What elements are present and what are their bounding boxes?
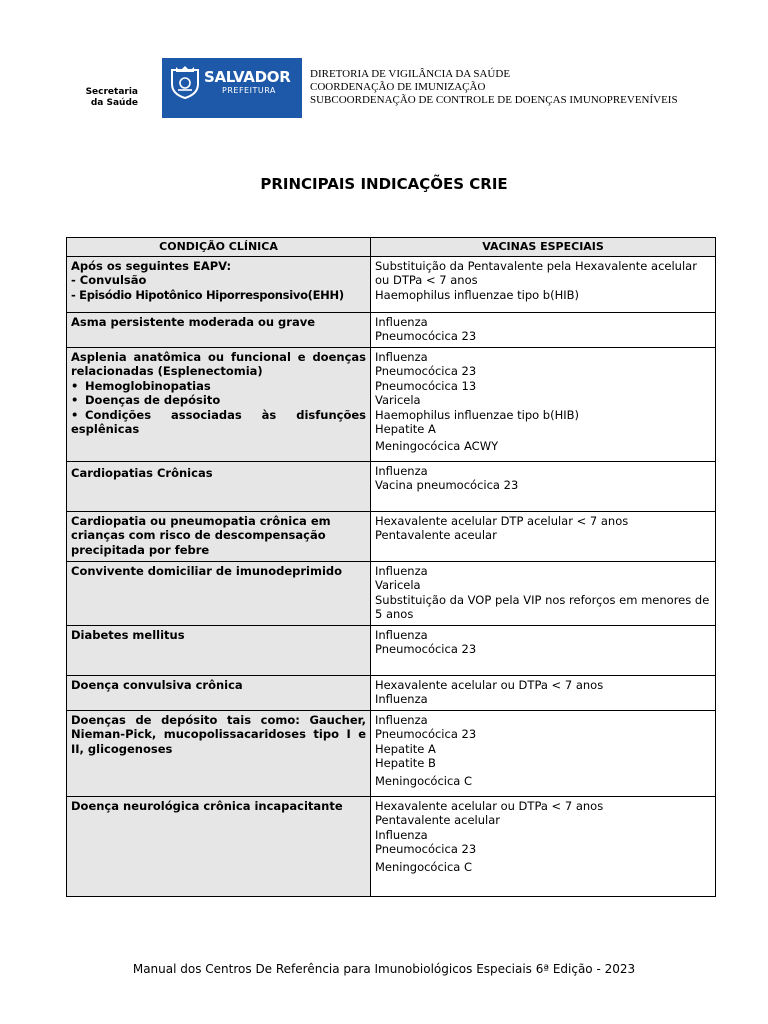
vaccine-text: Hexavalente acelular ou DTPa < 7 anos <box>375 678 604 692</box>
table-row <box>67 313 716 348</box>
vaccine-text: Varicela <box>375 578 421 593</box>
condition-text: Doenças de depósito tais como: Gaucher, Nieman-Pick, mucopolissacaridoses tipo I e II, glicogenoses <box>71 713 366 756</box>
vaccine-text: Hepatite A <box>375 741 436 756</box>
page-title: PRINCIPAIS INDICAÇÕES CRIE <box>260 175 508 193</box>
condition-text: Doença neurológica crônica incapacitante <box>71 799 343 813</box>
vaccines-cell <box>371 676 716 711</box>
department-block <box>310 68 678 107</box>
condition-cell <box>67 348 371 462</box>
vaccine-text: Influenza <box>375 464 428 478</box>
vaccines-cell <box>371 257 716 313</box>
secretaria-line: Secretaria <box>85 87 138 97</box>
table-row <box>67 711 716 797</box>
vaccine-text: Meningocócica C <box>375 859 473 874</box>
logo-tagline: PRIMEIRA CAPITAL DO BRASIL <box>163 108 301 117</box>
vaccine-text: Hepatite A <box>375 422 436 437</box>
condition-bullet: • Doenças de depósito <box>71 393 366 407</box>
table-row <box>67 462 716 512</box>
condition-cell <box>67 676 371 711</box>
vaccines-cell <box>371 348 716 462</box>
table-row <box>67 626 716 676</box>
vaccine-text: Hepatite B <box>375 756 436 771</box>
vaccine-text: Pneumocócica 23 <box>375 364 477 379</box>
vaccines-cell <box>371 512 716 562</box>
vaccine-text: Influenza <box>375 628 428 642</box>
vaccine-text: Vacina pneumocócica 23 <box>375 478 519 493</box>
page-footer: Manual dos Centros De Referência para Imunobiológicos Especiais 6ª Edição - 2023 <box>132 962 636 976</box>
vaccine-text: Influenza <box>375 350 428 364</box>
secretaria-label <box>80 87 138 109</box>
vaccine-text: Pneumocócica 23 <box>375 329 477 344</box>
condition-text: Cardiopatia ou pneumopatia crônica em crianças com risco de descompensação precipitada por febre <box>71 514 331 557</box>
dept-line: DIRETORIA DE VIGILÂNCIA DA SAÚDE <box>310 68 511 80</box>
vaccine-text: Influenza <box>375 827 428 842</box>
vaccine-text: Pneumocócica 13 <box>375 378 477 393</box>
city-emblem-icon <box>168 64 202 100</box>
column-header-condition: CONDIÇÃO CLÍNICA <box>67 238 371 257</box>
condition-text: Asplenia anatômica ou funcional e doenças relacionadas (Esplenectomia) <box>71 350 366 379</box>
vaccine-text: Pentavalente acelular <box>375 813 500 828</box>
vaccine-text: Pneumocócica 23 <box>375 842 477 857</box>
table-row <box>67 562 716 626</box>
condition-cell <box>67 257 371 313</box>
crie-indications-table <box>66 237 716 897</box>
condition-text: Diabetes mellitus <box>71 628 185 642</box>
table-row <box>67 797 716 897</box>
logo-name: SALVADOR <box>204 68 291 86</box>
condition-cell <box>67 711 371 797</box>
vaccine-text: Varicela <box>375 393 421 408</box>
condition-cell <box>67 562 371 626</box>
vaccine-text: Pneumocócica 23 <box>375 727 477 742</box>
vaccine-text: Influenza <box>375 564 428 578</box>
vaccine-text: Hexavalente acelular ou DTPa < 7 anos <box>375 799 604 813</box>
column-header-vaccines: VACINAS ESPECIAIS <box>371 238 716 257</box>
vaccines-cell <box>371 626 716 676</box>
table-row <box>67 512 716 562</box>
vaccine-text: Influenza <box>375 713 428 727</box>
vaccine-text: Haemophilus influenzae tipo b(HIB) <box>375 407 580 422</box>
vaccines-cell <box>371 562 716 626</box>
vaccine-text: Influenza <box>375 692 428 707</box>
condition-text: - Episódio Hipotônico Hiporresponsivo(EHH) <box>71 287 344 302</box>
condition-text: Após os seguintes EAPV: <box>71 259 232 273</box>
condition-bullet: • Hemoglobinopatias <box>71 379 366 393</box>
vaccine-text: Meningocócica ACWY <box>375 439 499 454</box>
vaccine-text: Influenza <box>375 315 428 329</box>
condition-cell <box>67 626 371 676</box>
vaccine-text: Meningocócica C <box>375 773 473 788</box>
vaccines-cell <box>371 462 716 512</box>
logo-subtitle: PREFEITURA <box>222 86 276 95</box>
table-row <box>67 348 716 462</box>
dept-line: COORDENAÇÃO DE IMUNIZAÇÃO <box>310 81 486 93</box>
vaccines-cell <box>371 313 716 348</box>
condition-bullet: • Condições associadas às disfunções esplênicas <box>71 408 366 437</box>
condition-cell <box>67 512 371 562</box>
page-header <box>0 0 768 130</box>
condition-cell <box>67 797 371 897</box>
condition-text: Doença convulsiva crônica <box>71 678 243 692</box>
vaccine-text: Hexavalente acelular DTP acelular < 7 anos <box>375 514 629 528</box>
condition-text: Convivente domiciliar de imunodeprimido <box>71 564 343 578</box>
condition-text: Cardiopatias Crônicas <box>71 466 213 480</box>
condition-text: Asma persistente moderada ou grave <box>71 315 316 329</box>
condition-text: - Convulsão <box>71 273 147 288</box>
vaccine-text: Substituição da Pentavalente pela Hexavalente acelular ou DTPa < 7 anos <box>375 259 697 288</box>
table-row <box>67 257 716 313</box>
table-row <box>67 676 716 711</box>
dept-line: SUBCOORDENAÇÃO DE CONTROLE DE DOENÇAS IMUNOPREVENÍVEIS <box>310 94 678 106</box>
condition-cell <box>67 462 371 512</box>
vaccines-cell <box>371 711 716 797</box>
condition-cell <box>67 313 371 348</box>
vaccines-cell <box>371 797 716 897</box>
vaccine-text: Pentavalente aceular <box>375 528 497 543</box>
secretaria-line: da Saúde <box>90 98 138 108</box>
vaccine-text: Pneumocócica 23 <box>375 642 477 657</box>
table-header-row <box>67 238 716 257</box>
vaccine-text: Substituição da VOP pela VIP nos reforços em menores de 5 anos <box>375 592 710 622</box>
vaccine-text: Haemophilus influenzae tipo b(HIB) <box>375 287 580 302</box>
